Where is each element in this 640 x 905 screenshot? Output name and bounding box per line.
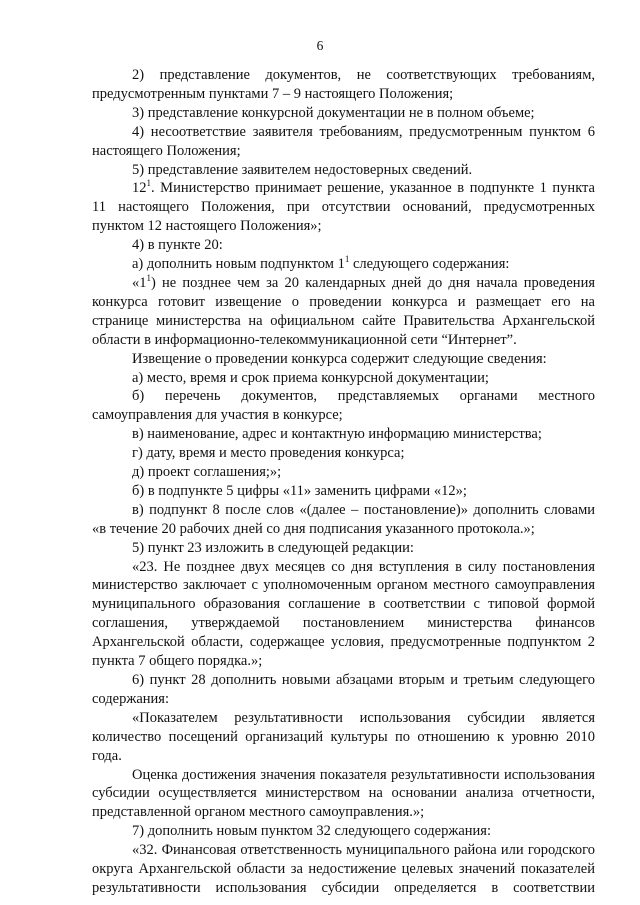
paragraph-p16	[92, 501, 595, 539]
paragraph-p11	[92, 387, 595, 425]
paragraph-p3	[92, 123, 595, 161]
paragraph-p20	[92, 709, 595, 766]
text-segment: «1	[132, 274, 147, 291]
text-segment: «32. Финансовая ответственность муниципального района или городского округа Архангельской области за недостижение целевых значений показателей результативности использования субсидии определяется в соответствии	[92, 842, 595, 896]
superscript: 1	[146, 178, 151, 189]
text-segment: 6) пункт 28 дополнить новыми абзацами вторым и третьим следующего содержания:	[92, 672, 595, 707]
paragraph-p22	[92, 822, 595, 841]
text-segment: б) в подпункте 5 цифры «11» заменить цифрами «12»;	[132, 482, 467, 499]
text-segment: в) подпункт 8 после слов «(далее – постановление)» дополнить словами «в течение 20 рабочих дней со дня подписания указанного протокола.»;	[92, 501, 595, 537]
paragraph-p9	[92, 350, 595, 369]
text-segment: д) проект соглашения;»;	[132, 464, 282, 481]
text-segment: «Показателем результативности использования субсидии является количество посещений организаций культуры по отношению к уровню 2010 года.	[92, 709, 595, 764]
paragraph-p5	[92, 179, 595, 236]
paragraph-p18	[92, 558, 595, 671]
text-segment: 12	[132, 180, 147, 197]
paragraph-p23	[92, 841, 595, 898]
text-segment: Извещение о проведении конкурса содержит следующие сведения:	[132, 350, 547, 367]
text-segment: «23. Не позднее двух месяцев со дня вступления в силу постановления министерство заключает с уполномоченным органом местного самоуправления муниципального образования соглашение в соответствии с типовой формой соглашения, утверждаемой постановлением министерства финансов Архангельской области, содержащее условия, предусмотренные подпунктом 2 пункта 7 общего порядка.»;	[92, 558, 595, 670]
text-segment: 5) пункт 23 изложить в следующей редакции:	[132, 539, 414, 556]
text-segment: 2) представление документов, не соответствующих требованиям, предусмотренным пунктами 7 – 9 настоящего Положения;	[92, 67, 595, 102]
text-segment: следующего содержания:	[349, 256, 510, 273]
paragraph-p21	[92, 766, 595, 823]
text-segment: 3) представление конкурсной документации не в полном объеме;	[132, 104, 535, 121]
paragraph-p8	[92, 274, 595, 350]
text-segment: 7) дополнить новым пунктом 32 следующего содержания:	[132, 823, 491, 840]
text-segment: Оценка достижения значения показателя результативности использования субсидии осуществляется министерством на основании анализа отчетности, представленной органом местного самоуправления.»;	[92, 766, 595, 821]
text-segment: 5) представление заявителем недостоверных сведений.	[132, 161, 473, 178]
paragraph-p14	[92, 463, 595, 482]
text-segment: а) дополнить новым подпунктом 1	[132, 256, 345, 273]
text-segment: ) не позднее чем за 20 календарных дней до дня начала проведения конкурса готовит извещение о проведении конкурса и размещает его на странице министерства на официальном сайте Правительства Архангельской области в информационно-телекоммуникационной сети “Интернет”.	[92, 274, 595, 348]
superscript: 1	[146, 273, 151, 284]
document-body	[92, 66, 595, 898]
paragraph-p6	[92, 236, 595, 255]
text-segment: 4) в пункте 20:	[132, 237, 223, 254]
paragraph-p13	[92, 444, 595, 463]
text-segment: а) место, время и срок приема конкурсной документации;	[132, 369, 489, 386]
paragraph-p1	[92, 66, 595, 104]
text-segment: 4) несоответствие заявителя требованиям, предусмотренным пунктом 6 настоящего Положения;	[92, 123, 595, 159]
paragraph-p15	[92, 482, 595, 501]
paragraph-p4	[92, 161, 595, 180]
superscript: 1	[344, 254, 350, 265]
paragraph-p19	[92, 671, 595, 709]
paragraph-p10	[92, 369, 595, 388]
paragraph-p7	[92, 255, 595, 274]
paragraph-p17	[92, 539, 595, 558]
text-segment: в) наименование, адрес и контактную информацию министерства;	[132, 426, 542, 443]
text-segment: б) перечень документов, представляемых органами местного самоуправления для участия в конкурсе;	[92, 388, 595, 424]
paragraph-p12	[92, 425, 595, 444]
page-number: 6	[316, 38, 324, 53]
text-segment: г) дату, время и место проведения конкурса;	[132, 445, 405, 462]
text-segment: . Министерство принимает решение, указанное в подпункте 1 пункта 11 настоящего Положения, при отсутствии оснований, предусмотренных пунктом 12 настоящего Положения»;	[92, 180, 595, 235]
paragraph-p2	[92, 104, 595, 123]
